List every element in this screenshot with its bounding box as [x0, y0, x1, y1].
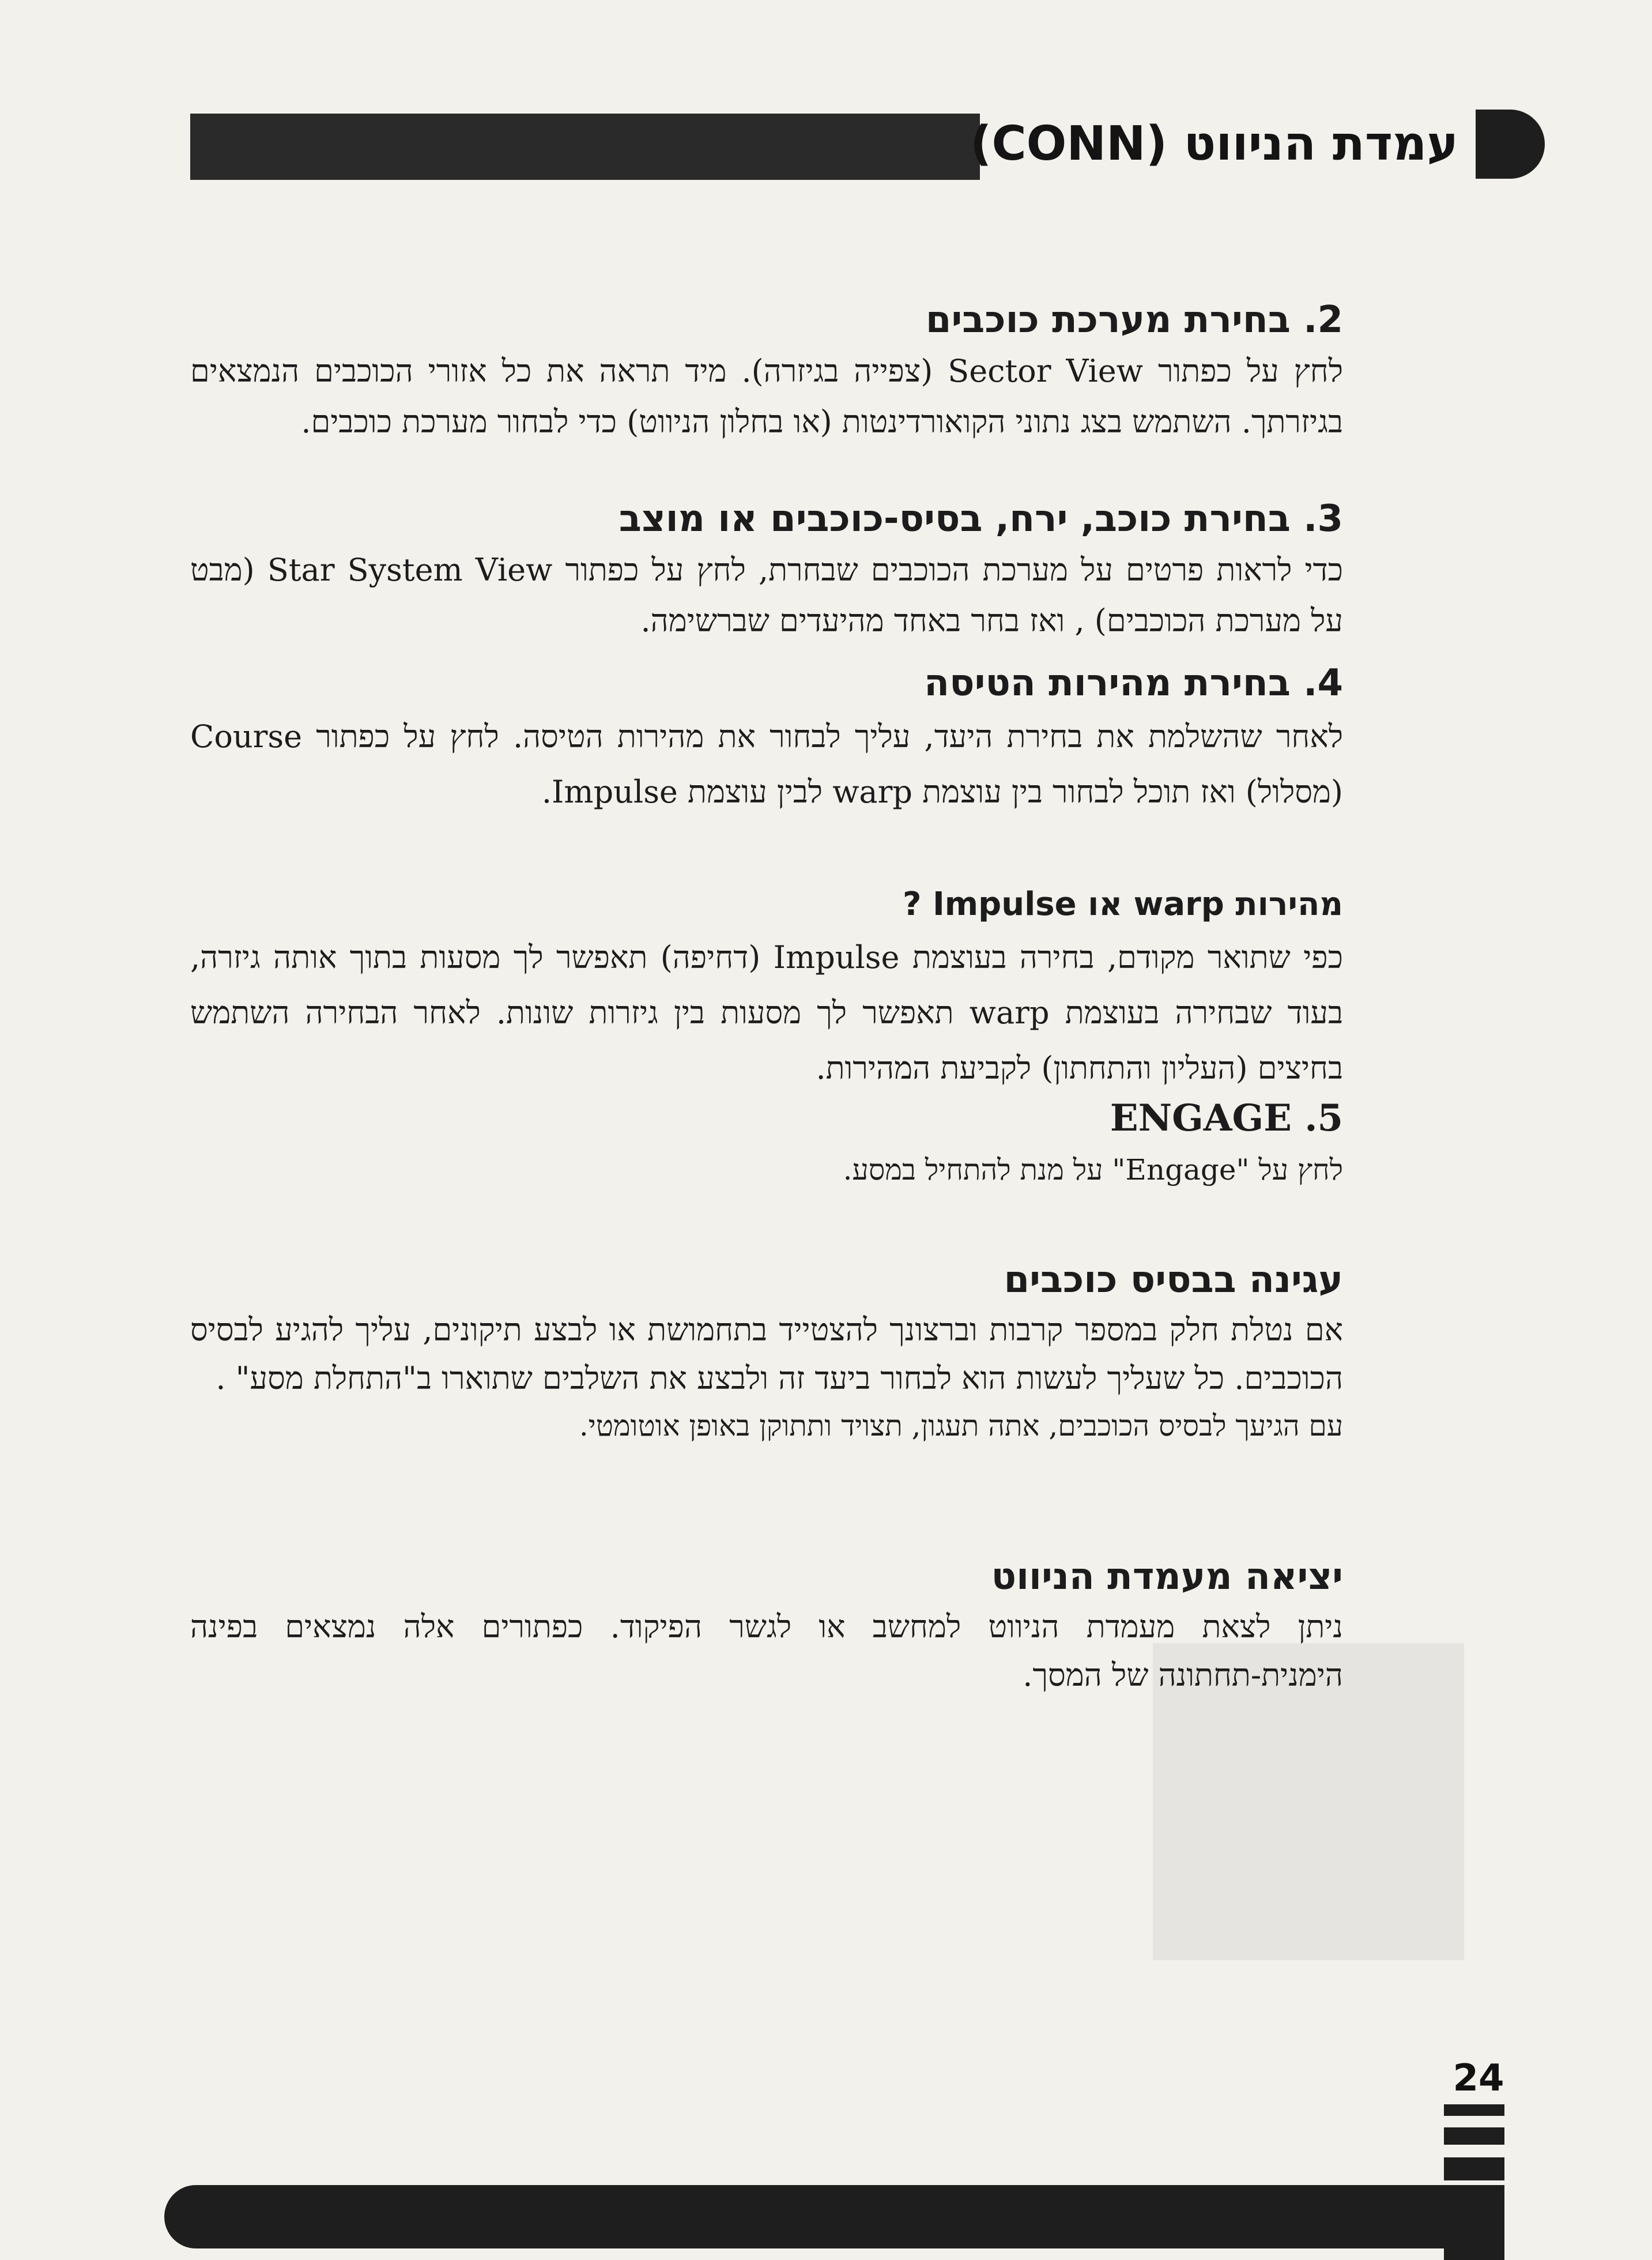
section-body: ניתן לצאת מעמדת הניווט למחשב או לגשר הפיקוד. כפתורים אלה נמצאים בפינה הימנית-תחתונה של המסך.	[190, 1609, 1343, 1693]
section-body: לאחר שהשלמת את בחירת היעד, עליך לבחור את מהירות הטיסה. לחץ על כפתור Course (מסלול) ואז תוכל לבחור בין עוצמת warp לבין עוצמת Impulse.	[190, 718, 1343, 810]
section-docking	[190, 1254, 1343, 1449]
section-4	[190, 657, 1343, 820]
footer-stripe	[1444, 2127, 1504, 2145]
section-heading: 5. ENGAGE	[1110, 1097, 1343, 1140]
section-2	[190, 294, 1343, 447]
section-body: כדי לראות פרטים על מערכת הכוכבים שבחרת, לחץ על כפתור Star System View (מבט על מערכת הכוכבים) , ואז בחר באחד מהיעדים שברשימה.	[190, 552, 1344, 639]
section-subheading: מהירות warp או Impulse ?	[902, 886, 1343, 923]
section-heading: יציאה מעמדת הניווט	[991, 1555, 1343, 1598]
section-3	[190, 493, 1343, 646]
section-body: כפי שתואר מקודם, בחירה בעוצמת Impulse (דחיפה) תאפשר לך מסעות בתוך אותה גיזרה, בעוד שבחירה בעוצמת warp תאפשר לך מסעות בין גיזרות שונות. לאחר הבחירה השתמש בחיצים (העליון והתחתון) לקביעת המהירות.	[190, 939, 1343, 1086]
section-body: לחץ על כפתור Sector View (צפייה בגיזרה). מיד תראה את כל אזורי הכוכבים הנמצאים בגיזרתך. השתמש בצג נתוני הקואורדינטות (או בחלון הניווט) כדי לבחור מערכת כוכבים.	[190, 353, 1343, 440]
section-body: אם נטלת חלק במספר קרבות וברצונך להצטייד בתחמושת או לבצע תיקונים, עליך להגיע לבסיס הכוכבים. כל שעליך לעשות הוא לבחור ביעד זה ולבצע את השלבים שתוארו ב"התחלת מסע" .	[190, 1312, 1343, 1396]
page-title: עמדת הניווט (CONN)	[970, 116, 1458, 171]
footer-bar	[164, 2185, 1504, 2248]
section-heading: עגינה בבסיס כוכבים	[1004, 1259, 1343, 1301]
section-heading: 4. בחירת מהירות הטיסה	[924, 662, 1343, 705]
section-heading: 2. בחירת מערכת כוכבים	[925, 299, 1343, 341]
section-body: לחץ על "Engage" על מנת להתחיל במסע.	[843, 1153, 1343, 1186]
footer-stripe	[1444, 2104, 1504, 2116]
section-heading: 3. בחירת כוכב, ירח, בסיס-כוכבים או מוצב	[618, 498, 1343, 540]
section-body-note: עם הגיעך לבסיס הכוכבים, אתה תעגון, תצויד ותתוקן באופן אוטומטי.	[579, 1409, 1343, 1442]
page-number: 24	[1453, 2057, 1504, 2100]
footer-stripe	[1444, 2157, 1504, 2180]
header-bar	[190, 114, 980, 180]
section-5	[190, 1093, 1343, 1195]
section-exit	[190, 1551, 1343, 1700]
section-speed	[190, 879, 1343, 1096]
header-tab-marker	[1476, 110, 1545, 179]
